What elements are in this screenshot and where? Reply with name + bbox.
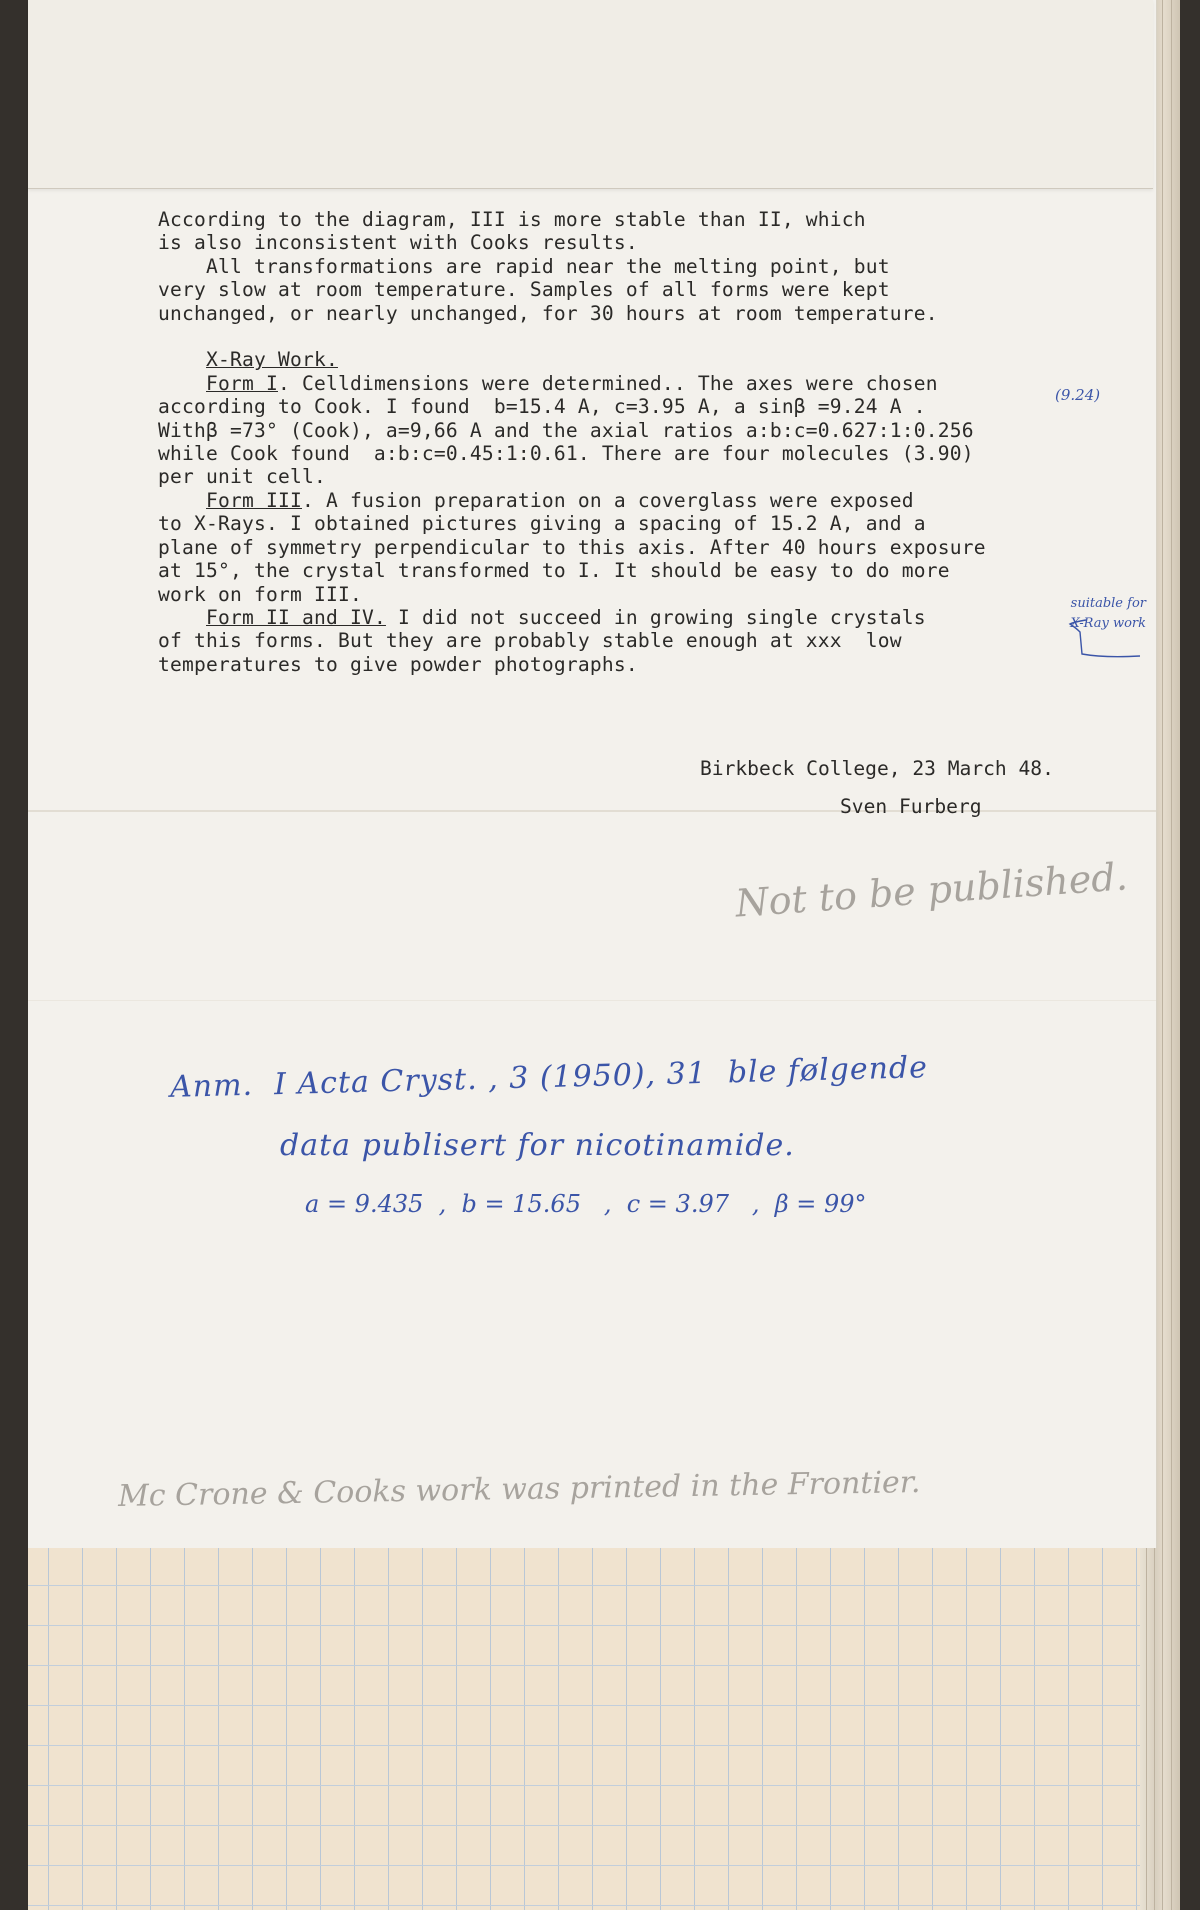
notebook-rule <box>898 1545 899 1910</box>
notebook-line <box>28 1825 1158 1826</box>
notebook-rule <box>150 1545 151 1910</box>
fold-crease <box>28 810 1156 812</box>
notebook-line <box>28 1865 1158 1866</box>
notebook-rule <box>932 1545 933 1910</box>
notebook-rule <box>796 1545 797 1910</box>
notebook-rule <box>762 1545 763 1910</box>
typed-line: All transformations are rapid near the melting point, but <box>158 254 890 278</box>
typed-line: Form I. Celldimensions were determined.. The axes were chosen <box>206 371 938 395</box>
notebook-rule <box>252 1545 253 1910</box>
notebook-page-below <box>28 1500 1158 1910</box>
notebook-rule <box>218 1545 219 1910</box>
notebook-rule <box>966 1545 967 1910</box>
pencil-note-not-published: Not to be published. <box>733 854 1129 926</box>
notebook-line <box>28 1785 1158 1786</box>
notebook-rule <box>354 1545 355 1910</box>
fold-crease <box>28 1000 1156 1001</box>
notebook-line <box>28 1625 1158 1626</box>
underlined-heading: Form I <box>206 371 278 395</box>
typed-line: Form III. A fusion preparation on a coverglass were exposed <box>206 488 914 512</box>
notebook-line <box>28 1745 1158 1746</box>
typed-line: Form II and IV. I did not succeed in growing single crystals <box>206 605 926 629</box>
edge-line <box>1171 0 1172 1910</box>
notebook-rule <box>456 1545 457 1910</box>
notebook-rule <box>320 1545 321 1910</box>
typed-line: is also inconsistent with Cooks results. <box>158 231 638 255</box>
notebook-rule <box>524 1545 525 1910</box>
pencil-note-printed: Mc Crone & Cooks work was printed in the Frontier. <box>117 1465 921 1514</box>
notebook-line <box>28 1585 1158 1586</box>
underlined-heading: X-Ray Work. <box>206 348 338 372</box>
blue-note-values: a = 9.435 , b = 15.65 , c = 3.97 , β = 99° <box>305 1190 867 1218</box>
signature-name: Sven Furberg <box>840 795 982 818</box>
underlined-heading: Form II and IV. <box>206 605 386 629</box>
typed-line: unchanged, or nearly unchanged, for 30 hours at room temperature. <box>158 301 938 325</box>
typed-line: According to the diagram, III is more stable than II, which <box>158 208 866 231</box>
notebook-rule <box>660 1545 661 1910</box>
typed-line: plane of symmetry perpendicular to this axis. After 40 hours exposure <box>158 535 986 559</box>
notebook-line <box>28 1905 1158 1906</box>
notebook-rule <box>830 1545 831 1910</box>
typed-line <box>158 348 986 371</box>
notebook-rule <box>1068 1545 1069 1910</box>
typed-body <box>158 208 986 676</box>
notebook-rule <box>490 1545 491 1910</box>
notebook-rule <box>82 1545 83 1910</box>
notebook-rule <box>694 1545 695 1910</box>
blue-note-line1: Anm. I Acta Cryst. , 3 (1950), 31 ble følgende <box>169 1050 929 1105</box>
typed-line: while Cook found a:b:c=0.45:1:0.61. There are four molecules (3.90) <box>158 442 974 466</box>
suitable-text: suitable for X-Ray work <box>1070 596 1146 631</box>
notebook-rule <box>116 1545 117 1910</box>
margin-note-value: (9.24) <box>1055 386 1101 404</box>
typed-line: at 15°, the crystal transformed to I. It should be easy to do more <box>158 559 950 583</box>
notebook-rule <box>388 1545 389 1910</box>
notebook-rule <box>558 1545 559 1910</box>
notebook-rule <box>184 1545 185 1910</box>
notebook-line <box>28 1665 1158 1666</box>
typed-line: of this forms. But they are probably stable enough at xxx low <box>158 629 902 653</box>
underlined-heading: Form III <box>206 488 302 512</box>
notebook-rule <box>1000 1545 1001 1910</box>
notebook-rule <box>864 1545 865 1910</box>
margin-note-suitable <box>1064 592 1146 664</box>
typed-line <box>158 325 986 348</box>
notebook-rule <box>48 1545 49 1910</box>
notebook-rule <box>1136 1545 1137 1910</box>
blue-note-line2: data publisert for nicotinamide. <box>280 1128 795 1163</box>
typed-line: to X-Rays. I obtained pictures giving a spacing of 15.2 A, and a <box>158 512 926 536</box>
typed-line: according to Cook. I found b=15.4 A, c=3.95 A, a sinβ =9.24 A . <box>158 395 926 419</box>
notebook-rule <box>286 1545 287 1910</box>
place-date: Birkbeck College, 23 March 48. <box>700 757 1054 780</box>
typed-line: Withβ =73° (Cook), a=9,66 A and the axial ratios a:b:c=0.627:1:0.256 <box>158 418 974 442</box>
typed-line: work on form III. <box>158 582 362 606</box>
overlapping-paper-strip <box>28 0 1153 189</box>
typed-line: very slow at room temperature. Samples of all forms were kept <box>158 278 890 302</box>
notebook-rule <box>728 1545 729 1910</box>
typed-line: temperatures to give powder photographs. <box>158 652 638 676</box>
edge-line <box>1162 0 1163 1910</box>
notebook-rule <box>626 1545 627 1910</box>
typed-line: per unit cell. <box>158 465 326 489</box>
notebook-rule <box>592 1545 593 1910</box>
notebook-rule <box>1034 1545 1035 1910</box>
notebook-line <box>28 1705 1158 1706</box>
notebook-rule <box>422 1545 423 1910</box>
notebook-rule <box>1102 1545 1103 1910</box>
